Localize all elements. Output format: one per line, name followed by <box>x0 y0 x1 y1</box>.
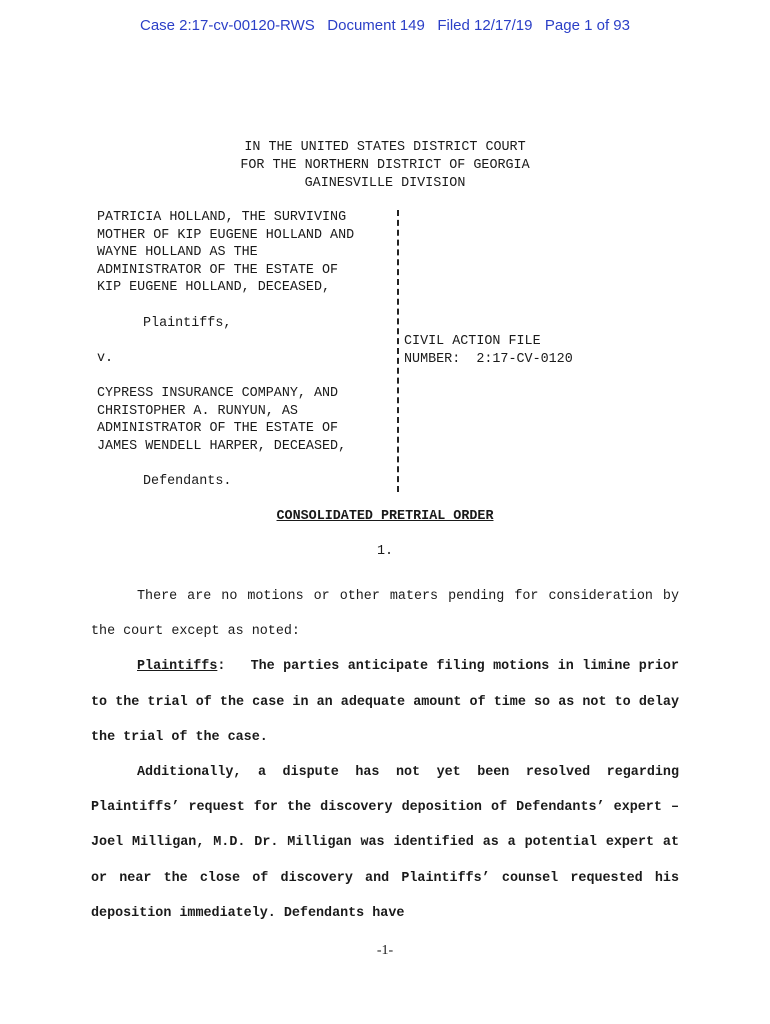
page-number: -1- <box>376 943 394 958</box>
plaintiffs-text: The parties anticipate filing motions in limine prior to the trial of the case in an adequate amount of time so as not to delay the trial of the case. <box>91 659 679 745</box>
section-number: 1. <box>376 544 394 559</box>
civil-action-line-1: CIVIL ACTION FILE <box>404 334 541 349</box>
case-caption-parties <box>97 209 397 491</box>
plaintiffs-heading-colon: : <box>217 659 226 675</box>
plaintiff-line: WAYNE HOLLAND AS THE <box>97 245 258 261</box>
defendants-label: Defendants. <box>143 473 232 489</box>
plaintiff-line: PATRICIA HOLLAND, THE SURVIVING <box>97 210 347 225</box>
court-line-1: IN THE UNITED STATES DISTRICT COURT <box>244 140 526 155</box>
plaintiffs-label: Plaintiffs, <box>143 315 232 331</box>
paragraph-plaintiffs <box>91 649 679 755</box>
versus-label: v. <box>97 350 114 366</box>
filing-stamp-header: Case 2:17-cv-00120-RWS Document 149 Filed 12/17/19 Page 1 of 93 <box>139 17 630 34</box>
court-line-2: FOR THE NORTHERN DISTRICT OF GEORGIA <box>240 158 530 173</box>
plaintiff-line: ADMINISTRATOR OF THE ESTATE OF <box>97 262 339 278</box>
defendant-line: CHRISTOPHER A. RUNYUN, AS <box>97 403 298 419</box>
court-heading <box>0 139 770 193</box>
defendant-line: CYPRESS INSURANCE COMPANY, AND <box>97 385 339 401</box>
plaintiffs-heading: Plaintiffs <box>137 659 218 675</box>
civil-action-block <box>404 333 573 368</box>
civil-action-line-2: NUMBER: 2:17-CV-0120 <box>404 351 573 367</box>
caption-divider <box>397 210 399 492</box>
defendant-line: JAMES WENDELL HARPER, DECEASED, <box>97 438 347 454</box>
plaintiff-line: KIP EUGENE HOLLAND, DECEASED, <box>97 280 331 296</box>
order-title: CONSOLIDATED PRETRIAL ORDER <box>276 509 494 524</box>
defendant-line: ADMINISTRATOR OF THE ESTATE OF <box>97 421 339 437</box>
paragraph-motions: There are no motions or other maters pending for consideration by the court except as noted: <box>91 589 679 640</box>
court-line-3: GAINESVILLE DIVISION <box>304 176 466 191</box>
paragraph-dispute: Additionally, a dispute has not yet been resolved regarding Plaintiffs’ request for the discovery deposition of Defendants’ expert – Joel Milligan, M.D. Dr. Milligan was identified as a potential expert at or near the close of discovery and Plaintiffs’ counsel requested his deposition immediately. Defendants have <box>91 765 679 921</box>
order-body <box>91 579 679 931</box>
plaintiff-line: MOTHER OF KIP EUGENE HOLLAND AND <box>97 227 355 243</box>
